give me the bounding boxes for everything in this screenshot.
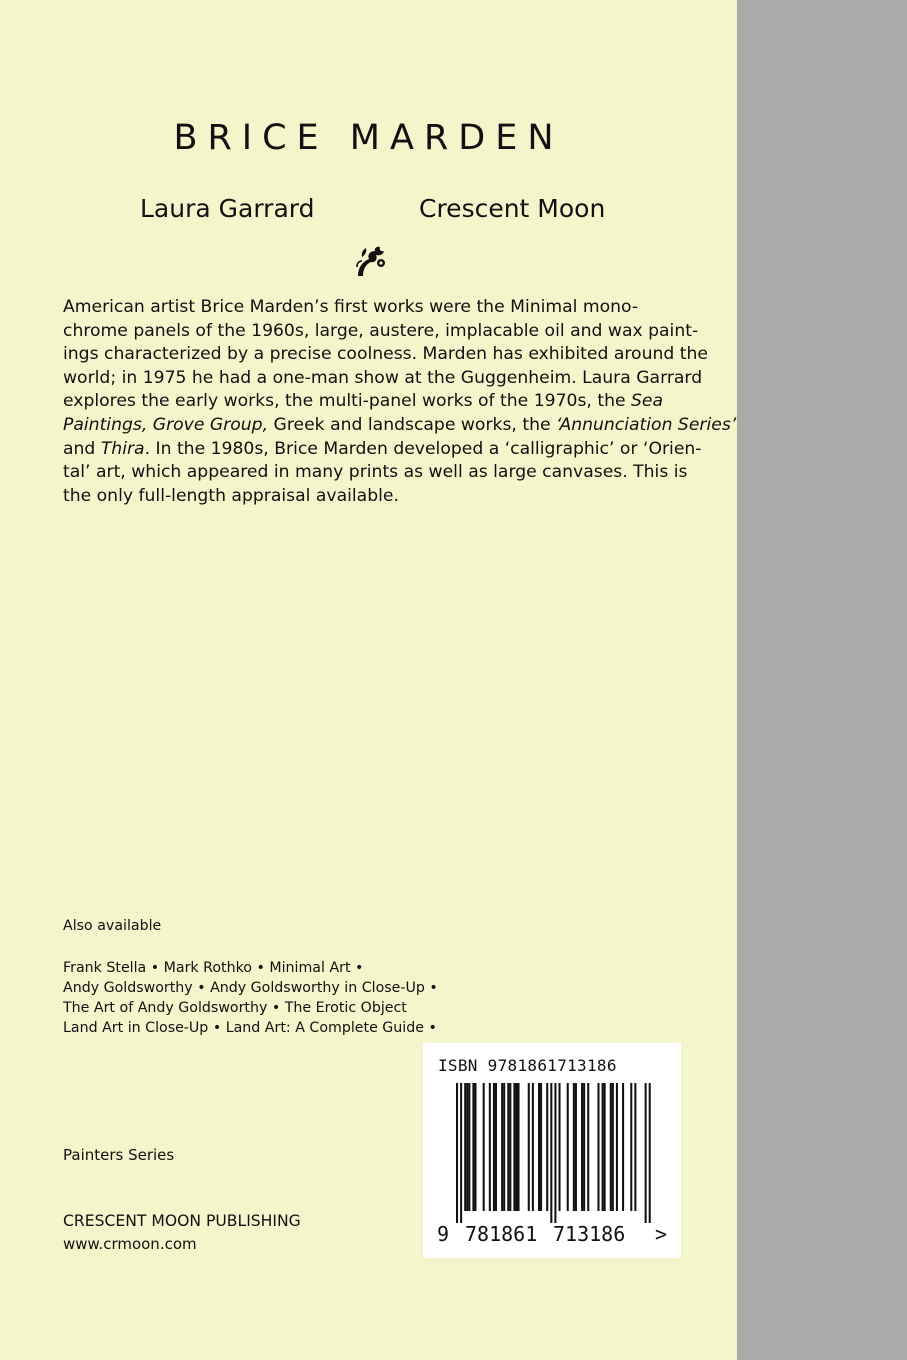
barcode-bar	[550, 1083, 552, 1223]
also-available-line: Frank Stella • Mark Rothko • Minimal Art •	[63, 960, 364, 976]
barcode-lead-digit: 9	[437, 1222, 450, 1246]
book-author: Laura Garrard	[140, 194, 315, 223]
blurb-line	[63, 367, 703, 391]
barcode-bar	[587, 1083, 589, 1211]
barcode-bar	[501, 1083, 503, 1211]
barcode-bar	[495, 1083, 497, 1211]
blurb-italic-segment: Paintings, Grove Group,	[63, 414, 269, 435]
also-available-line: Land Art in Close-Up • Land Art: A Complete Guide •	[63, 1020, 437, 1036]
barcode-bar	[540, 1083, 542, 1211]
barcode-bar	[559, 1083, 561, 1211]
isbn-label: ISBN 9781861713186	[438, 1056, 617, 1075]
blurb-segment: American artist Brice Marden’s first works were the Minimal mono-	[63, 297, 639, 317]
barcode-bar	[645, 1083, 647, 1223]
barcode-bar	[513, 1083, 515, 1211]
fleuron-icon	[352, 243, 388, 279]
blurb-line	[63, 320, 699, 344]
book-title: BRICE MARDEN	[173, 118, 564, 158]
barcode-bar	[456, 1083, 458, 1223]
blurb-line	[63, 296, 683, 320]
barcode-bar	[464, 1083, 466, 1211]
publisher-name: CRESCENT MOON PUBLISHING	[63, 1212, 301, 1230]
barcode-bar	[634, 1083, 636, 1211]
also-available-line: Andy Goldsworthy • Andy Goldsworthy in Close-Up •	[63, 980, 438, 996]
barcode-bar	[483, 1083, 485, 1211]
blurb-segment: chrome panels of the 1960s, large, austere, implacable oil and wax paint-	[63, 320, 699, 341]
blurb-line	[63, 485, 683, 509]
blurb-line	[63, 438, 702, 462]
barcode-left-digits: 781861	[465, 1222, 538, 1246]
barcode-bar	[528, 1083, 530, 1211]
series-label: Painters Series	[63, 1146, 175, 1164]
blurb-line	[63, 343, 708, 367]
barcode-bar	[573, 1083, 575, 1211]
barcode-bar	[610, 1083, 612, 1211]
barcode-bar	[597, 1083, 599, 1211]
also-available-list	[63, 958, 438, 1038]
blurb-italic-segment: Sea	[631, 391, 664, 412]
imprint-name: Crescent Moon	[419, 194, 606, 223]
also-available-line: The Art of Andy Goldsworthy • The Erotic Object	[63, 1000, 407, 1016]
barcode-bar	[538, 1083, 540, 1211]
barcode-bar	[460, 1083, 462, 1223]
barcode-bar	[554, 1083, 556, 1223]
barcode-panel	[423, 1043, 681, 1258]
blurb-line	[63, 414, 737, 438]
barcode-bar	[532, 1083, 534, 1211]
barcode-bar	[581, 1083, 583, 1211]
barcode-bar	[489, 1083, 491, 1211]
barcode-bar	[503, 1083, 505, 1211]
barcode-bar	[622, 1083, 624, 1211]
publisher-url: www.crmoon.com	[63, 1235, 197, 1253]
blurb-italic-segment: ‘Annunciation Series’	[556, 414, 737, 435]
barcode-bar	[604, 1083, 606, 1211]
barcode-bar	[602, 1083, 604, 1211]
barcode-bar	[616, 1083, 618, 1211]
barcode-bar	[466, 1083, 468, 1211]
barcode-bar	[575, 1083, 577, 1211]
blurb-italic-segment: Thira	[100, 438, 145, 459]
barcode-bar	[630, 1083, 632, 1211]
barcode-bar	[509, 1083, 511, 1211]
barcode-bar	[649, 1083, 651, 1223]
blurb-segment: Greek and landscape works, the	[268, 414, 557, 435]
barcode-right-digits: 713186	[553, 1222, 626, 1246]
barcode-bar	[507, 1083, 509, 1211]
blurb-text	[63, 296, 737, 508]
also-available-heading: Also available	[63, 918, 162, 934]
blurb-segment: explores the early works, the multi-panel works of the 1970s, the	[63, 391, 632, 412]
barcode-quiet-mark: >	[655, 1222, 668, 1246]
blurb-segment: the only full-length appraisal available.	[63, 485, 399, 506]
barcode-bar	[515, 1083, 517, 1211]
spine-edge	[737, 0, 907, 1360]
blurb-segment: and	[63, 438, 101, 459]
blurb-line	[63, 461, 688, 485]
barcode-bars	[435, 1083, 671, 1223]
barcode-bar	[612, 1083, 614, 1211]
barcode-bar	[493, 1083, 495, 1211]
barcode-bar	[518, 1083, 520, 1211]
barcode-bar	[468, 1083, 470, 1211]
blurb-segment: . In the 1980s, Brice Marden developed a ‘calligraphic’ or ‘Orien-	[144, 438, 702, 459]
blurb-segment: world; in 1975 he had a one-man show at the Guggenheim. Laura Garrard	[63, 367, 703, 388]
barcode-bar	[583, 1083, 585, 1211]
barcode-bar	[546, 1083, 548, 1211]
barcode-bar	[567, 1083, 569, 1211]
blurb-segment: ings characterized by a precise coolness. Marden has exhibited around the	[63, 344, 708, 365]
barcode-bar	[472, 1083, 474, 1211]
barcode-bar	[474, 1083, 476, 1211]
blurb-line	[63, 390, 683, 414]
blurb-segment: tal’ art, which appeared in many prints as well as large canvases. This is	[63, 462, 688, 483]
